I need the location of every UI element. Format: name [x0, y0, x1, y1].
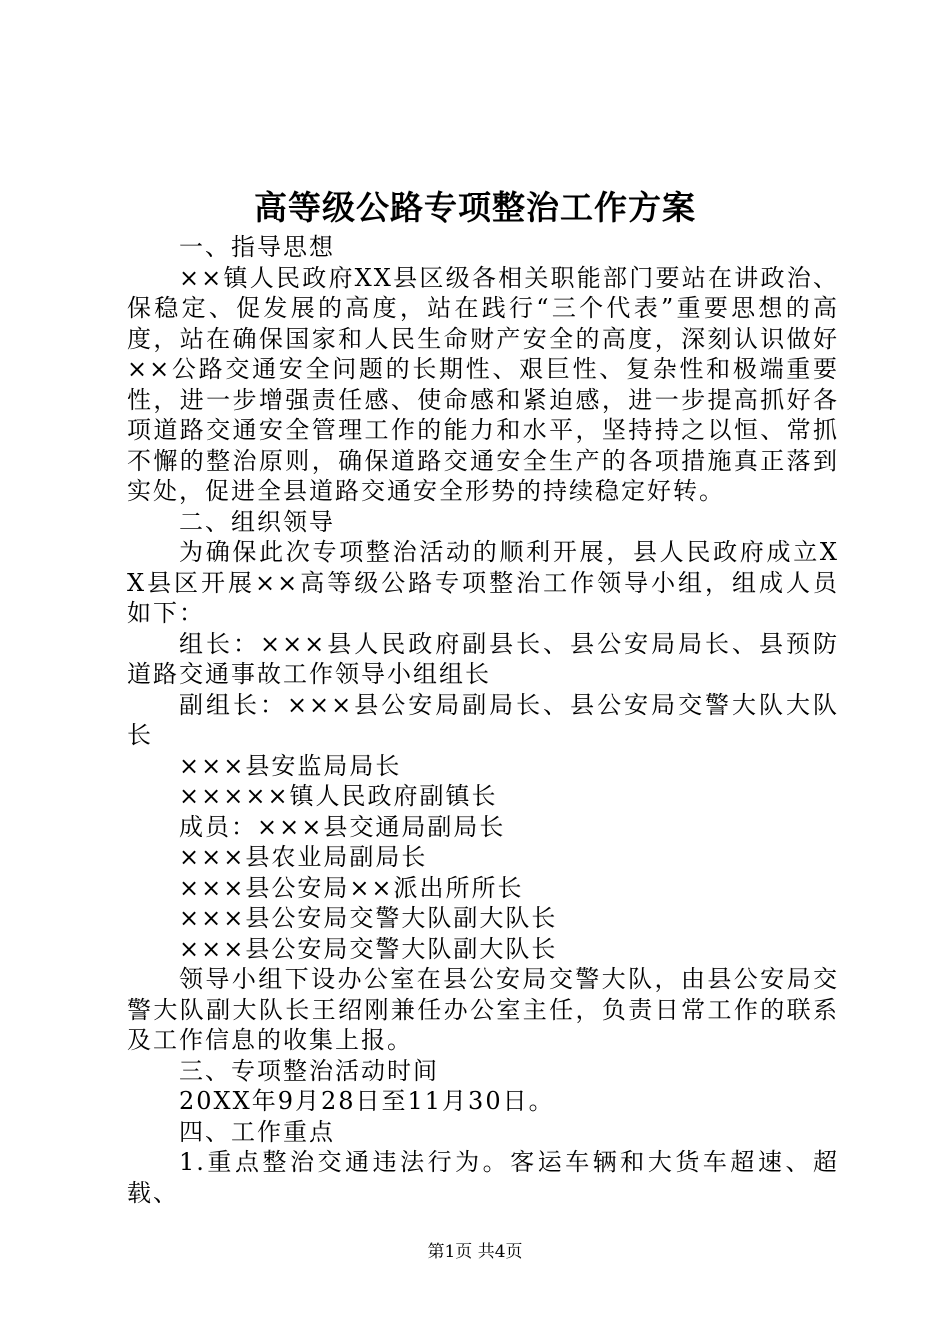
member-line-5: ×××县公安局交警大队副大队长 [179, 934, 558, 963]
page-footer: 第1页 共4页 [427, 1242, 523, 1262]
member-line-4: ×××县公安局交警大队副大队长 [179, 904, 558, 932]
member-line-2: ×××县农业局副局长 [179, 843, 428, 871]
paragraph-focus-1: 1.重点整治交通违法行为。客运车辆和大货车超速、超载、 [127, 1148, 839, 1207]
section-heading-focus: 四、工作重点 [179, 1117, 335, 1146]
member-line-3: ×××县公安局××派出所所长 [179, 873, 524, 902]
deputy-leader-line: 副组长：×××县公安局副局长、县公安局交警大队大队长 [127, 690, 839, 749]
section-heading-time: 三、专项整治活动时间 [179, 1056, 439, 1085]
section-heading-organization: 二、组织领导 [179, 507, 335, 536]
leader-line: 组长：×××县人民政府副县长、县公安局局长、县预防道路交通事故工作领导小组组长 [127, 629, 839, 688]
paragraph-organization-intro: 为确保此次专项整治活动的顺利开展，县人民政府成立XX县区开展××高等级公路专项整治工作领导小组，组成人员如下： [127, 538, 839, 627]
deputy-leader-line-3: ×××××镇人民政府副镇长 [179, 782, 498, 810]
member-line: 成员：×××县交通局副局长 [179, 812, 506, 841]
paragraph-office: 领导小组下设办公室在县公安局交警大队，由县公安局交警大队副大队长王绍刚兼任办公室主任，负责日常工作的联系及工作信息的收集上报。 [127, 965, 839, 1054]
paragraph-time: 20XX年9月28日至11月30日。 [179, 1087, 555, 1115]
deputy-leader-line-2: ×××县安监局局长 [179, 751, 402, 780]
document-title: 高等级公路专项整治工作方案 [254, 188, 696, 227]
section-heading-guiding-thought: 一、指导思想 [179, 233, 335, 261]
paragraph-guiding-thought: ××镇人民政府XX县区级各相关职能部门要站在讲政治、保稳定、促发展的高度，站在践行“三个代表”重要思想的高度，站在确保国家和人民生命财产安全的高度，深刻认识做好××公路交通安全问题的长期性、艰巨性、复杂性和极端重要性，进一步增强责任感、使命感和紧迫感，进一步提高抓好各项道路交通安全管理工作的能力和水平，坚持持之以恒、常抓不懈的整治原则，确保道路交通安全生产的各项措施真正落到实处，促进全县道路交通安全形势的持续稳定好转。 [127, 263, 839, 505]
document-body [127, 232, 839, 1208]
